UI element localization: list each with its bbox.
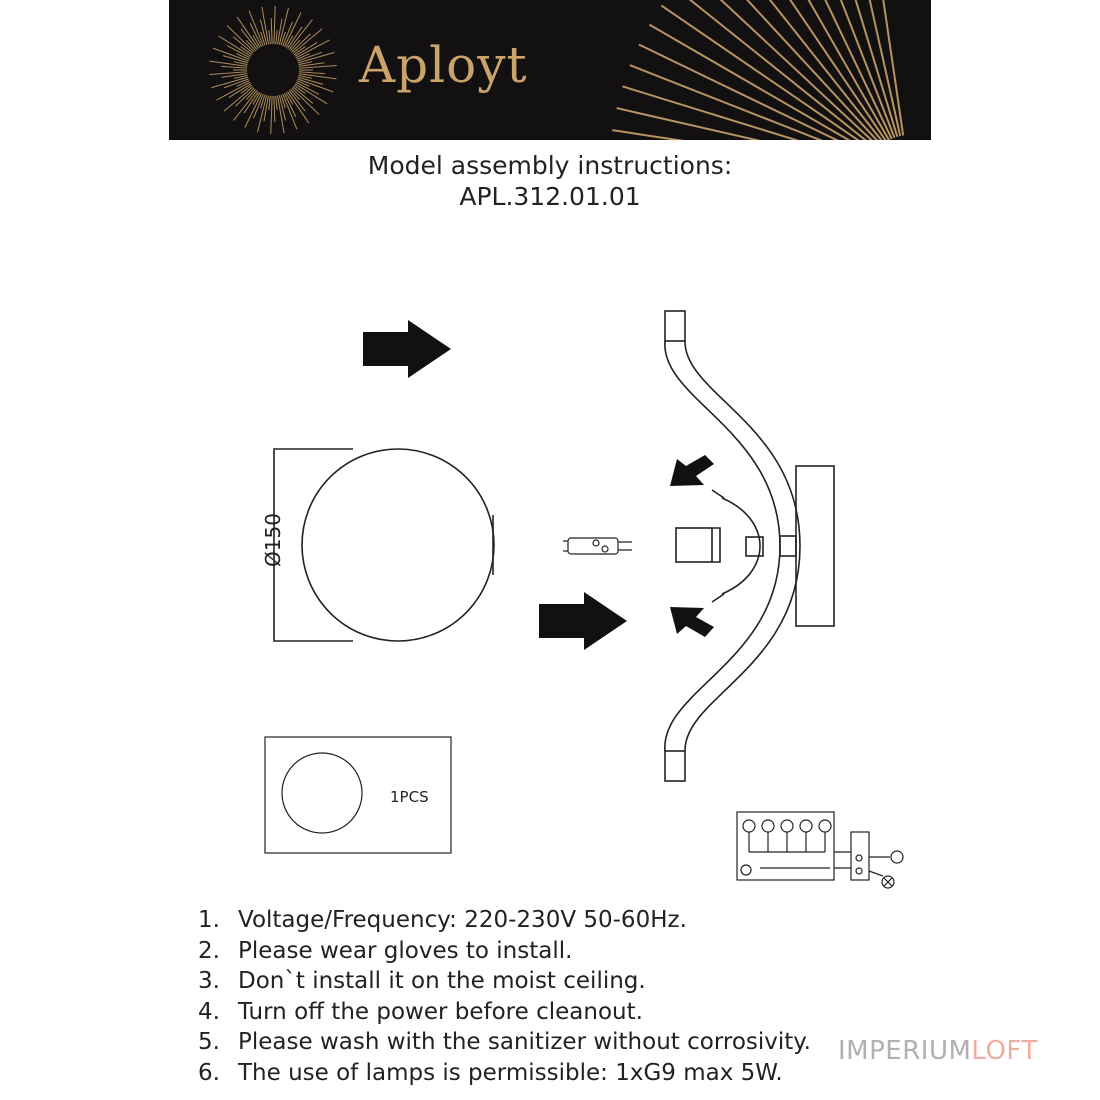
list-item: 5. Please wash with the sanitizer without corrosivity.: [198, 1029, 811, 1055]
list-item: 3. Don`t install it on the moist ceiling.: [198, 968, 646, 994]
g9-bulb-icon: [563, 538, 632, 554]
list-item: 2. Please wear gloves to install.: [198, 937, 573, 964]
model-number: APL.312.01.01: [459, 182, 641, 211]
list-item: 6. The use of lamps is permissible: 1xG9 max 5W.: [198, 1059, 783, 1086]
arrow-down-left-icon: [670, 455, 714, 486]
title-line-1: Model assembly instructions:: [367, 151, 733, 180]
list-item: 1. Voltage/Frequency: 220-230V 50-60Hz.: [198, 907, 687, 933]
diameter-label: Ø150: [260, 513, 285, 567]
arrow-right-icon: [539, 592, 627, 650]
wall-mount-drawing: [780, 466, 834, 626]
arrow-up-left-icon: [670, 607, 714, 637]
wiring-terminal-icon: [737, 812, 903, 888]
glass-shade-drawing: [274, 449, 494, 641]
arrow-right-icon: [363, 320, 451, 378]
lamp-holder-drawing: [676, 490, 763, 602]
instruction-notes: [198, 905, 811, 1088]
brand-logo: Aployt: [359, 36, 528, 94]
package-quantity-label: 1PCS: [390, 788, 429, 806]
list-item: 4. Turn off the power before cleanout.: [198, 998, 643, 1025]
watermark: IMPERIUMLOFT: [838, 1036, 1038, 1066]
